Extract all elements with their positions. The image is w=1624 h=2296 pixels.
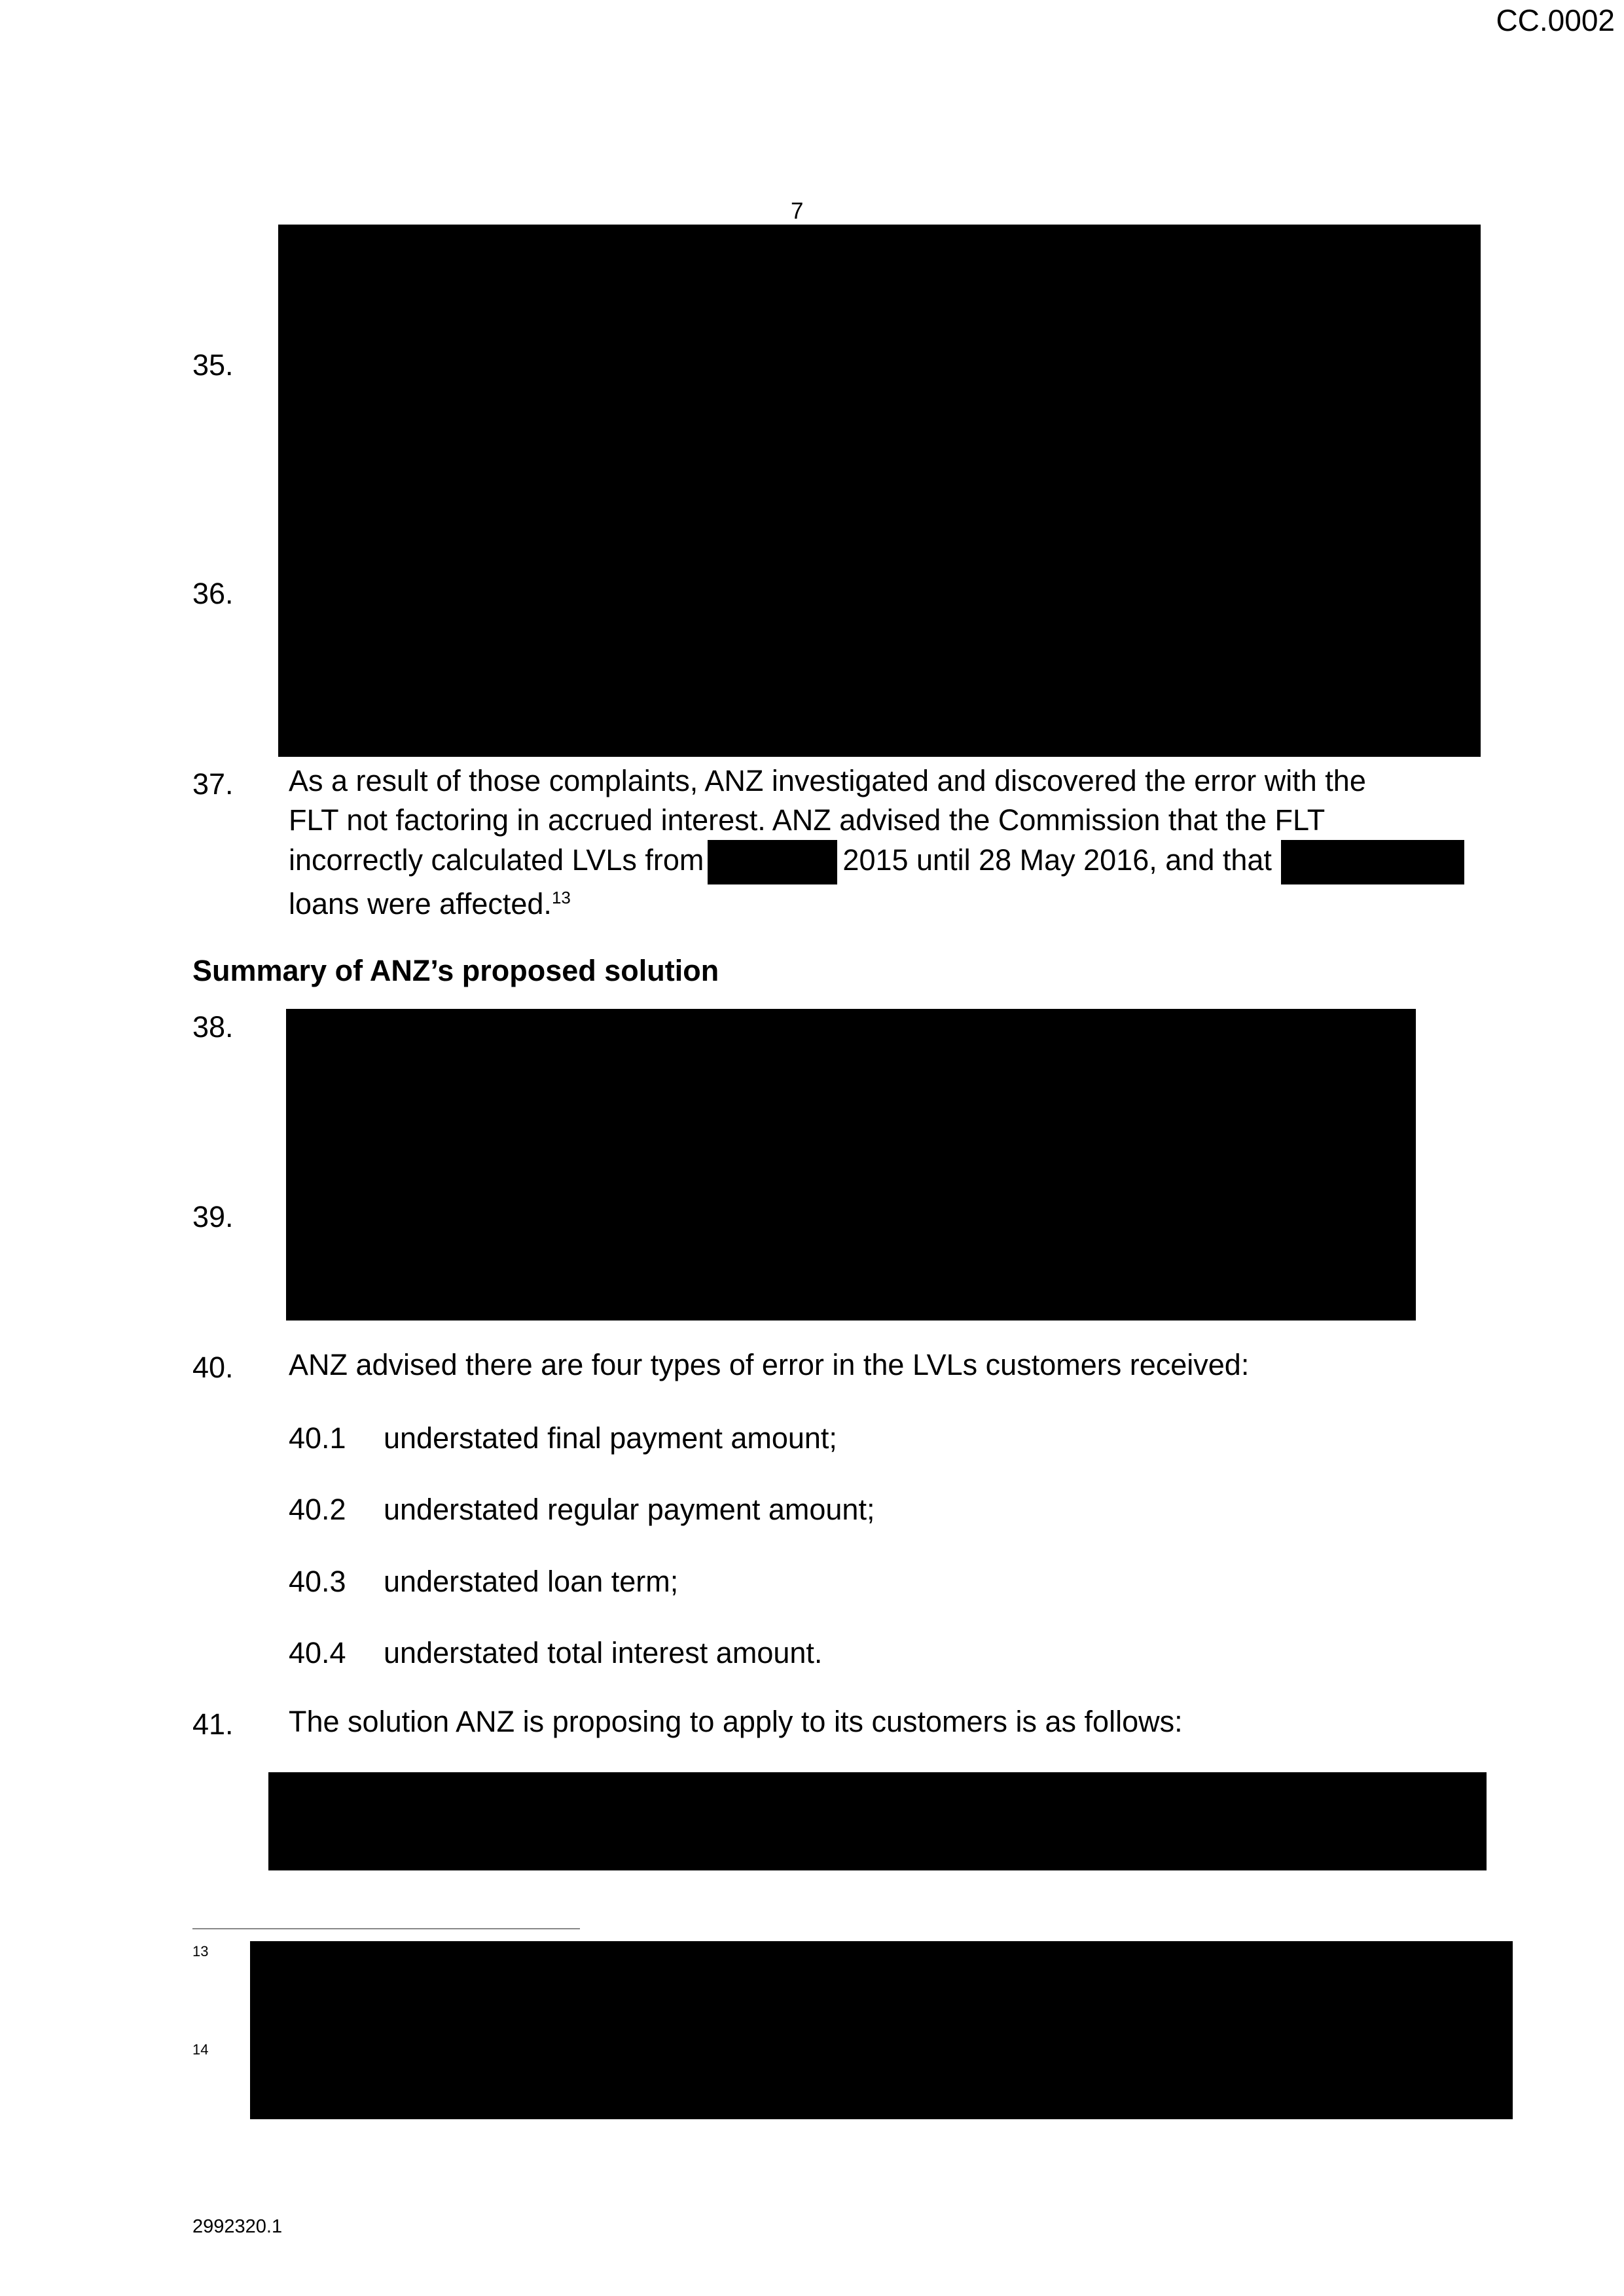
paragraph-number: 38. [192,1010,234,1044]
list-item-number: 40.4 [289,1636,346,1669]
paragraph-number: 40. [192,1351,234,1384]
page-number: 7 [791,198,804,224]
inline-redaction [1281,840,1464,884]
redaction-block [278,225,1481,757]
paragraph-number: 35. [192,348,234,382]
redaction-block [250,1941,1513,2119]
list-item-number: 40.3 [289,1565,346,1598]
list-item-number: 40.1 [289,1421,346,1455]
footnote-separator [192,1928,580,1929]
paragraph-line: FLT not factoring in accrued interest. ANZ advised the Commission that the FLT [289,803,1326,837]
paragraph-text: 2015 until 28 May 2016, and that [842,843,1272,877]
list-item: understated total interest amount. [384,1636,823,1669]
paragraph-text: incorrectly calculated LVLs from [289,843,704,877]
redaction-block [268,1772,1487,1870]
paragraph-line: As a result of those complaints, ANZ investigated and discovered the error with the [289,764,1366,797]
section-heading: Summary of ANZ’s proposed solution [192,954,719,987]
paragraph-37 [289,761,1480,924]
document-id: 2992320.1 [192,2216,283,2237]
list-item: understated regular payment amount; [384,1493,875,1526]
footnote-number: 13 [192,1943,209,1959]
paragraph-number: 41. [192,1707,234,1741]
paragraph-text: loans were affected. [289,887,552,920]
inline-redaction [708,840,837,884]
list-item: understated final payment amount; [384,1421,837,1455]
list-item: understated loan term; [384,1565,679,1598]
paragraph-41: The solution ANZ is proposing to apply to its customers is as follows: [289,1705,1183,1738]
paragraph-number: 39. [192,1200,234,1233]
document-stamp: CC.0002 [1496,3,1615,37]
paragraph-line [289,840,1480,884]
list-item-number: 40.2 [289,1493,346,1526]
footnote-number: 14 [192,2041,209,2058]
paragraph-line [289,884,1480,924]
redaction-block [286,1009,1416,1321]
paragraph-number: 36. [192,577,234,610]
paragraph-number: 37. [192,767,234,801]
paragraph-40: ANZ advised there are four types of error in the LVLs customers received: [289,1348,1250,1381]
footnote-reference: 13 [551,888,571,907]
